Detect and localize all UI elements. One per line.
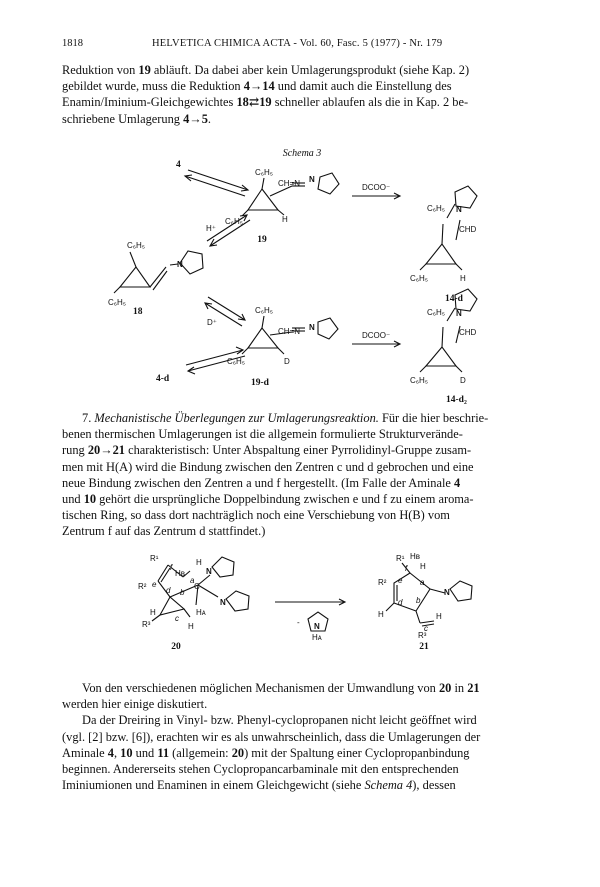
reagent-h-plus: H⁺	[206, 224, 216, 233]
compound-label-4-d: 4-d	[156, 374, 170, 384]
svg-text:e: e	[398, 576, 403, 585]
svg-text:C: C	[194, 582, 200, 591]
page-number: 1818	[62, 38, 83, 49]
svg-text:C₆H₅: C₆H₅	[227, 357, 246, 366]
reagent-dcoo-bottom: DCOO⁻	[362, 331, 391, 340]
paragraph-bottom: Von den verschiedenen möglichen Mechanismen der Umwandlung von 20 in 21 werden hier einige diskutiert. Da der Dreiring in Vinyl- bzw. Phenyl-cyclopropanen nicht leicht geöffnet wird (vgl. [2] bzw. [6]), erachten wir es als unwahrscheinlich, dass die Umlagerungen der Aminale 4, 10 und 11 (allgemein: 20) mit der Spaltung einer Cyclopropanbindung beginnen. Andererseits stehen Cyclopropancarbaminale mit den entsprechenden Iminiumionen und Enaminen in einem Gleichgewicht (siehe Schema 4), dessen	[62, 681, 481, 793]
svg-text:C₆H₅: C₆H₅	[410, 274, 429, 283]
svg-text:H: H	[188, 622, 194, 631]
svg-text:H: H	[378, 610, 384, 619]
svg-text:N: N	[456, 205, 462, 214]
svg-text:R¹: R¹	[150, 554, 159, 563]
compound-label-4: 4	[176, 160, 181, 170]
svg-text:Hᴀ: Hᴀ	[312, 633, 322, 642]
svg-text:N: N	[206, 567, 212, 576]
svg-text:H: H	[436, 612, 442, 621]
scheme-20-21-figure	[0, 545, 600, 665]
paragraph-top: Reduktion von 19 abläuft. Da dabei aber kein Umlagerungsprodukt (siehe Kap. 2) gebildet wurde, muss die Reduktion 4→14 und damit auch die Einstellung des Enamin/Iminium-Gleichgewichtes 18⇄19 schneller ablaufen als die in Kap. 2 be- schriebene Umlagerung 4→5.	[62, 63, 470, 126]
svg-text:H: H	[460, 274, 466, 283]
compound-label-14-d2: 14-d₂	[446, 395, 467, 405]
svg-text:CH=N: CH=N	[278, 179, 301, 188]
svg-text:b: b	[416, 596, 421, 605]
svg-text:H: H	[150, 608, 156, 617]
running-title: HELVETICA CHIMICA ACTA - Vol. 60, Fasc. 5 (1977) - Nr. 179	[152, 38, 443, 49]
svg-text:R²: R²	[378, 578, 387, 587]
svg-text:CHD: CHD	[459, 328, 477, 337]
compound-label-20: 20	[171, 642, 181, 652]
svg-text:N: N	[456, 309, 462, 318]
svg-text:d: d	[166, 586, 171, 595]
svg-text:Hᴀ: Hᴀ	[196, 608, 206, 617]
svg-text:f: f	[170, 563, 173, 572]
section-7-title: Mechanistische Überlegungen zur Umlagerungsreaktion.	[94, 411, 379, 425]
svg-text:R³: R³	[142, 620, 151, 629]
reagent-dcoo-top: DCOO⁻	[362, 183, 391, 192]
svg-text:R²: R²	[138, 582, 147, 591]
section-7-paragraph: 7. Mechanistische Überlegungen zur Umlagerungsreaktion. Für die hier beschrie- benen thermischen Umlagerungen ist die allgemein formulierte Strukturverände- rung 20→21 charakteristisch: Unter Abspaltung einer Pyrrolidinyl-Gruppe zusam- men mit H(A) wird die Bindung zwischen den Zentren c und d gebrochen und eine neue Bindung zwischen den Zentren a und f hergestellt. (Im Falle der Aminale 4 und 10 gehört die ursprüngliche Doppelbindung zwischen e und f zu einem aroma- tischen Ring, so dass dort nachträglich noch eine Verschiebung von H(B) vom Zentrum f auf das Zentrum d stattfindet.)	[62, 411, 489, 539]
svg-text:C₆H₅: C₆H₅	[127, 241, 146, 250]
svg-text:C₆H₅: C₆H₅	[108, 298, 127, 307]
compound-label-21: 21	[419, 642, 429, 652]
compound-label-19-d: 19-d	[251, 378, 269, 388]
svg-text:CH=N: CH=N	[278, 327, 301, 336]
svg-text:D: D	[284, 357, 290, 366]
svg-text:d: d	[398, 598, 403, 607]
svg-text:H: H	[420, 562, 426, 571]
svg-text:c: c	[424, 624, 428, 633]
reagent-d-plus: D⁺	[207, 318, 217, 327]
svg-text:H: H	[196, 558, 202, 567]
svg-text:C₆H₅: C₆H₅	[225, 217, 244, 226]
svg-text:N: N	[444, 588, 450, 597]
svg-text:f: f	[405, 564, 408, 573]
scheme-3-title: Schema 3	[282, 148, 322, 159]
svg-text:H: H	[282, 215, 288, 224]
svg-text:N: N	[177, 260, 183, 269]
svg-text:R³: R³	[418, 631, 427, 640]
compound-label-19: 19	[257, 235, 267, 245]
svg-text:N: N	[309, 323, 315, 332]
svg-text:-: -	[297, 618, 300, 627]
svg-text:D: D	[460, 376, 466, 385]
svg-text:Hʙ: Hʙ	[410, 552, 421, 561]
svg-text:b: b	[180, 588, 185, 597]
svg-text:CHD: CHD	[459, 225, 477, 234]
svg-text:R¹: R¹	[396, 554, 405, 563]
svg-text:N: N	[309, 175, 315, 184]
svg-text:c: c	[175, 614, 179, 623]
compound-label-18: 18	[133, 307, 143, 317]
svg-text:N: N	[314, 622, 320, 631]
svg-text:a: a	[420, 578, 425, 587]
svg-text:e: e	[152, 580, 157, 589]
svg-text:C₆H₅: C₆H₅	[255, 306, 274, 315]
svg-text:C₆H₅: C₆H₅	[410, 376, 429, 385]
compound-label-14-d: 14-d	[445, 294, 463, 304]
scheme-3-figure	[0, 140, 600, 410]
svg-text:Hʙ: Hʙ	[175, 569, 186, 578]
svg-text:N: N	[220, 598, 226, 607]
svg-text:C₆H₅: C₆H₅	[255, 168, 274, 177]
svg-text:a: a	[190, 576, 195, 585]
svg-text:C₆H₅: C₆H₅	[427, 308, 446, 317]
svg-text:C₆H₅: C₆H₅	[427, 204, 446, 213]
